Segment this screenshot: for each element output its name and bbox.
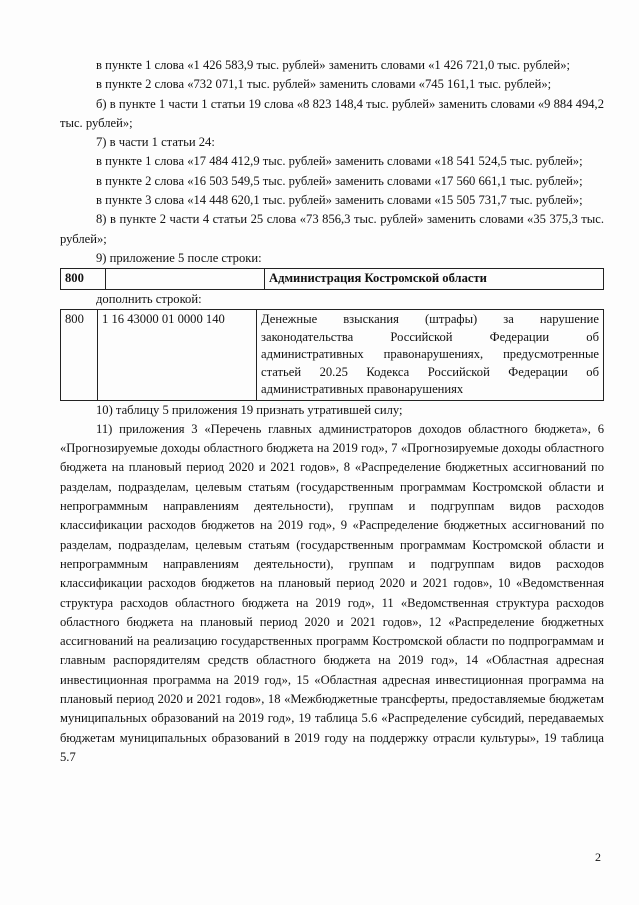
paragraph: 7) в части 1 статьи 24: <box>96 135 215 150</box>
table-cell-kbk: 1 16 43000 01 0000 140 <box>98 310 257 401</box>
table-cell-description: Денежные взыскания (штрафы) за нарушение законодательства Российской Федерации об административных правонарушениях, предусмотренные статьей 20.25 Кодекса Российской Федерации об административных правонарушениях <box>257 310 604 401</box>
paragraph: 10) таблицу 5 приложения 19 признать утратившей силу; <box>96 402 403 417</box>
table-cell-code: 800 <box>61 310 98 401</box>
paragraph: 11) приложения 3 «Перечень главных администраторов доходов областного бюджета», 6 «Прогнозируемые доходы областного бюджета на 2019 год», 7 «Прогнозируемые доходы областного бюджета на плановый период 2020 и 2021 годов», 8 «Распределение бюджетных ассигнований по разделам, подразделам, целевым статьям (государственным программам Костромской области и непрограммным направлениям деятельности), группам и подгруппам видов расходов классификации расходов бюджетов на 2019 год», 9 «Распределение бюджетных ассигнований по разделам, подразделам, целевым статьям (государственным программам Костромской области и непрограммным направлениям деятельности), группам и подгруппам видов расходов классификации расходов бюджетов на плановый период 2020 и 2021 годов», 10 «Ведомственная структура расходов областного бюджета на 2019 год», 11 «Ведомственная структура расходов областного бюджета на плановый период 2020 и 2021 годов», 12 «Распределение бюджетных ассигнований на реализацию государственных программ Костромской области по подпрограммам и главным распорядителям средств областного бюджета на 2019 год», 14 «Областная адресная инвестиционная программа на 2019 год», 15 «Областная адресная инвестиционная программа на плановый период 2020 и 2021 годов», 18 «Межбюджетные трансферты, предоставляемые бюджетам муниципальных образований на 2019 год», 19 таблица 5.6 «Распределение субсидий, передаваемых бюджетам муниципальных образований в 2019 году на поддержку отрасли культуры», 19 таблица 5.7 <box>60 421 604 764</box>
table-added-row <box>60 309 604 401</box>
table-cell-code: 800 <box>61 269 106 290</box>
paragraph: в пункте 3 слова «14 448 620,1 тыс. рублей» заменить словами «15 505 731,7 тыс. рублей»; <box>96 193 583 208</box>
table-row <box>61 310 604 401</box>
document-page <box>60 56 604 767</box>
page-number: 2 <box>595 850 601 864</box>
paragraph: в пункте 2 слова «16 503 549,5 тыс. рублей» заменить словами «17 560 661,1 тыс. рублей»; <box>96 173 583 188</box>
paragraph: б) в пункте 1 части 1 статьи 19 слова «8 823 148,4 тыс. рублей» заменить словами «9 884 494,2 тыс. рублей»; <box>60 96 604 130</box>
paragraph: в пункте 1 слова «1 426 583,9 тыс. рублей» заменить словами «1 426 721,0 тыс. рублей»; <box>96 58 571 72</box>
table-cell-empty <box>106 269 265 290</box>
paragraph: в пункте 1 слова «17 484 412,9 тыс. рублей» заменить словами «18 541 524,5 тыс. рублей»; <box>96 154 583 169</box>
paragraph: 8) в пункте 2 части 4 статьи 25 слова «73 856,3 тыс. рублей» заменить словами «35 375,3 тыс. рублей»; <box>60 212 604 246</box>
table-row <box>61 269 604 290</box>
table-cell-name: Администрация Костромской области <box>265 269 604 290</box>
paragraph: 9) приложение 5 после строки: <box>96 250 262 265</box>
table-after-row <box>60 268 604 290</box>
paragraph: в пункте 2 слова «732 071,1 тыс. рублей» заменить словами «745 161,1 тыс. рублей»; <box>96 77 552 92</box>
add-row-label: дополнить строкой: <box>96 291 202 306</box>
